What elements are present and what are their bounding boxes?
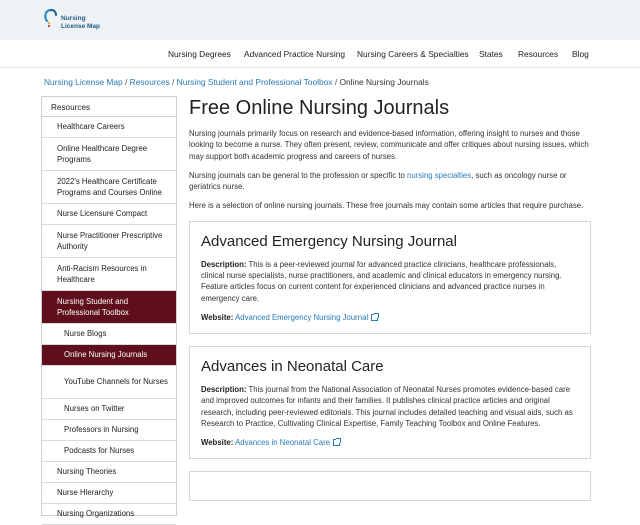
nav-nursing-degrees[interactable]: Nursing Degrees: [168, 49, 231, 59]
sidebar-item-nurses-on-twitter[interactable]: [42, 399, 176, 420]
sidebar-item-nursing-theories[interactable]: [42, 462, 176, 483]
journal-card: [189, 471, 591, 501]
nav-resources[interactable]: Resources: [518, 49, 559, 59]
sidebar-item-label: Online Healthcare Degree Programs: [57, 143, 148, 164]
description-label: Description:: [201, 384, 247, 394]
journal-title: Advances in Neonatal Care: [201, 357, 384, 375]
journal-description: [201, 259, 579, 304]
sidebar-heading[interactable]: Resources: [42, 97, 176, 117]
nav-states[interactable]: States: [479, 49, 503, 59]
sidebar-item-label: 2022's Healthcare Certificate Programs and Courses Online: [57, 176, 162, 197]
sidebar-item-label: Podcasts for Nurses: [64, 446, 135, 456]
sidebar-item-label: Healthcare Careers: [57, 122, 125, 132]
intro-2-text-a: Nursing journals can be general to the profession or specific to: [189, 170, 408, 180]
intro-paragraph-2: [189, 170, 591, 193]
sidebar-item-nursing-organizations[interactable]: [42, 504, 176, 525]
intro-paragraph-1: Nursing journals primarily focus on research and evidence-based information, offering insight to nurses and those looking to become a nurse. They often present, review, communicate and offer critiques about nursing issues, which may support both academic progress and careers of nurses.: [189, 129, 589, 161]
sidebar-item-healthcare-certificate-programs[interactable]: [42, 171, 176, 204]
journal-card: [189, 221, 591, 334]
external-link-icon: [333, 439, 340, 446]
journal-website: [201, 312, 579, 323]
logo-text: [61, 15, 100, 30]
breadcrumb-link-toolbox[interactable]: Nursing Student and Professional Toolbox: [176, 77, 333, 87]
sidebar: [41, 96, 177, 519]
logo-line-1: Nursing: [61, 15, 86, 22]
nav-advanced-practice-nursing[interactable]: Advanced Practice Nursing: [244, 49, 346, 59]
sidebar-item-nurse-hierarchy[interactable]: [42, 483, 176, 504]
nav-blog[interactable]: Blog: [572, 49, 589, 59]
sidebar-item-label: Professors in Nursing: [64, 425, 139, 435]
nav-nursing-careers-specialties[interactable]: Nursing Careers & Specialties: [357, 49, 469, 59]
breadcrumb-link-resources[interactable]: Resources: [129, 77, 170, 87]
sidebar-item-label: Nursing Student and Professional Toolbox: [57, 296, 129, 317]
main-nav: [0, 40, 640, 68]
breadcrumb-current: Online Nursing Journals: [339, 77, 429, 87]
description-label: Description:: [201, 259, 247, 269]
sidebar-item-label: Nurses on Twitter: [64, 404, 125, 414]
page-title: Free Online Nursing Journals: [189, 97, 450, 119]
nurse-logo-icon: [42, 7, 60, 29]
intro-2-text-b: , such as oncology nurse or geriatrics nurse.: [189, 170, 567, 192]
sidebar-item-np-prescriptive-authority[interactable]: [42, 225, 176, 258]
sidebar-item-youtube-channels[interactable]: [42, 366, 176, 399]
sidebar-item-online-nursing-journals[interactable]: [42, 345, 176, 366]
journal-website: [201, 437, 579, 448]
site-header: [0, 0, 640, 40]
sidebar-item-label: Online Nursing Journals: [64, 350, 148, 360]
description-text: This is a peer-reviewed journal for advanced practice clinicians, healthcare professionals, clinical nurse specialists, nurse practitioners, and academic and clinical educators in emergency nursing. Feature articles focus on current content for experienced clinicians and advanced practice nurses in emergency care.: [201, 259, 562, 303]
breadcrumb-link-home[interactable]: Nursing License Map: [44, 77, 123, 87]
journal-description: [201, 384, 579, 429]
sidebar-item-label: Nursing Organizations: [57, 509, 135, 519]
logo-line-2: License Map: [61, 22, 101, 30]
sidebar-item-label: Nursing Theories: [57, 467, 117, 477]
sidebar-item-label: Anti-Racism Resources in Healthcare: [57, 263, 147, 284]
site-logo[interactable]: [42, 7, 100, 30]
sidebar-item-student-professional-toolbox[interactable]: [42, 291, 176, 324]
sidebar-item-label: YouTube Channels for Nurses: [64, 377, 168, 387]
sidebar-item-online-healthcare-degree-programs[interactable]: [42, 138, 176, 171]
external-link-icon: [371, 314, 378, 321]
sidebar-item-nurse-licensure-compact[interactable]: [42, 204, 176, 225]
breadcrumb: Nursing License Map / Resources / Nursing Student and Professional Toolbox / Online Nursing Journals: [44, 77, 429, 87]
sidebar-item-nurse-blogs[interactable]: [42, 324, 176, 345]
journal-title: Advanced Emergency Nursing Journal: [201, 232, 457, 250]
sidebar-item-professors-in-nursing[interactable]: [42, 420, 176, 441]
website-label: Website:: [201, 438, 234, 448]
sidebar-item-label: Nurse Practitioner Prescriptive Authority: [57, 230, 163, 251]
description-text: This journal from the National Association of Neonatal Nurses promotes evidence-based care and improved outcomes for infants and their families. It publishes clinical practice articles and original research, including peer-reviewed editorials. This journal includes detailed teaching and visual aids, such as Research to Practice, Cultivating Clinical Expertise, Family Teaching Toolbox and Online Features.: [201, 384, 573, 428]
sidebar-item-label: Nurse Blogs: [64, 329, 107, 339]
sidebar-item-healthcare-careers[interactable]: [42, 117, 176, 138]
journal-website-link[interactable]: Advanced Emergency Nursing Journal: [235, 312, 369, 322]
main-content: [189, 96, 591, 513]
journal-website-link[interactable]: Advances in Neonatal Care: [235, 438, 331, 448]
website-label: Website:: [201, 312, 234, 322]
sidebar-item-podcasts-for-nurses[interactable]: [42, 441, 176, 462]
journal-card: [189, 346, 591, 459]
sidebar-item-label: Nurse Hierarchy: [57, 488, 114, 498]
intro-paragraph-3: Here is a selection of online nursing journals. These free journals may contain some articles that require purchase.: [189, 201, 584, 211]
sidebar-item-anti-racism-resources[interactable]: [42, 258, 176, 291]
sidebar-item-label: Nurse Licensure Compact: [57, 209, 148, 219]
nursing-specialties-link[interactable]: nursing specialties: [407, 170, 472, 180]
